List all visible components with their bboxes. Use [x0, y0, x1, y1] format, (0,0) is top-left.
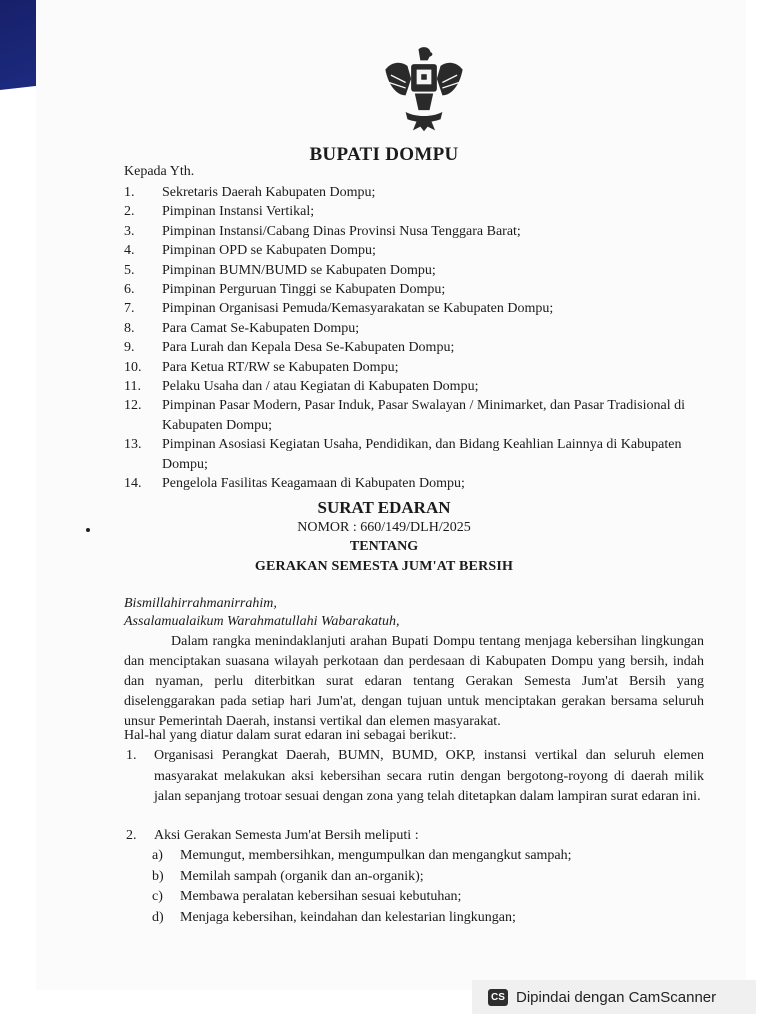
item-text: Pimpinan OPD se Kabupaten Dompu;: [162, 243, 376, 259]
list-item: [124, 241, 704, 260]
camscanner-watermark: [472, 980, 756, 1014]
sub-text: Membawa peralatan kebersihan sesuai kebutuhan;: [180, 889, 462, 904]
circular-subject: GERAKAN SEMESTA JUM'AT BERSIH: [254, 559, 514, 574]
list-item: [124, 474, 704, 493]
greeting-salam: Assalamualaikum Warahmatullahi Wabarakatuh,: [124, 614, 400, 629]
list-item: [124, 222, 704, 241]
item-text: Pimpinan Instansi/Cabang Dinas Provinsi Nusa Tenggara Barat;: [162, 223, 521, 239]
list-item: [124, 358, 704, 377]
sub-letter: d): [152, 909, 164, 925]
list-item: [124, 280, 704, 299]
list-item: [124, 183, 704, 202]
greeting-bismillah: Bismillahirrahmanirrahim,: [124, 596, 277, 611]
list-item: [124, 435, 704, 474]
sub-letter: a): [152, 848, 163, 863]
circular-about-label: TENTANG: [349, 539, 419, 554]
watermark-text: Dipindai dengan CamScanner: [516, 988, 717, 1006]
item-number: 6.: [124, 282, 135, 298]
body-paragraph: Dalam rangka menindaklanjuti arahan Bupati Dompu tentang menjaga kebersihan lingkungan dan menciptakan suasana wilayah perkotaan dan perdesaan di Kabupaten Dompu yang bersih, indah dan nyaman, perlu diterbitkan surat edaran tentang Gerakan Semesta Jum'at Bersih yang diselenggarakan pada setiap hari Jum'at, dengan tujuan untuk menciptakan gerakan bersama seluruh unsur Pemerintah Daerah, instansi vertikal dan elemen masyarakat.: [124, 634, 704, 729]
garuda-emblem-icon: [378, 42, 470, 134]
provisions-intro: Hal-hal yang diatur dalam surat edaran ini sebagai berikut:.: [124, 728, 457, 743]
list-item: [152, 908, 572, 929]
sub-letter: b): [152, 868, 164, 884]
provision-point: [126, 746, 704, 808]
item-number: 5.: [124, 262, 135, 278]
point-number: 2.: [126, 828, 137, 843]
item-text: Pimpinan Asosiasi Kegiatan Usaha, Pendidikan, dan Bidang Keahlian Lainnya di Kabupaten Dompu;: [162, 437, 682, 472]
item-text: Pengelola Fasilitas Keagamaan di Kabupaten Dompu;: [162, 476, 465, 492]
item-number: 14.: [124, 476, 142, 492]
item-text: Pimpinan BUMN/BUMD se Kabupaten Dompu;: [162, 262, 436, 278]
item-number: 9.: [124, 340, 135, 356]
item-number: 12.: [124, 398, 142, 414]
scan-speck: [86, 528, 90, 532]
camscanner-logo-icon: CS: [488, 989, 508, 1006]
list-item: [124, 261, 704, 280]
item-text: Pimpinan Perguruan Tinggi se Kabupaten Dompu;: [162, 282, 446, 298]
item-number: 10.: [124, 359, 142, 375]
sub-letter: c): [152, 889, 163, 904]
recipient-list: [124, 183, 704, 494]
point-text: Aksi Gerakan Semesta Jum'at Bersih meliputi :: [154, 828, 419, 843]
item-number: 11.: [124, 379, 141, 395]
point-number: 1.: [126, 748, 137, 763]
item-text: Pimpinan Organisasi Pemuda/Kemasyarakatan se Kabupaten Dompu;: [162, 301, 554, 317]
item-number: 4.: [124, 243, 135, 259]
list-item: [124, 319, 704, 338]
item-text: Pelaku Usaha dan / atau Kegiatan di Kabupaten Dompu;: [162, 379, 479, 395]
list-item: [124, 377, 704, 396]
list-item: [152, 887, 572, 908]
item-text: Pimpinan Pasar Modern, Pasar Induk, Pasar Swalayan / Minimarket, dan Pasar Tradisional di Kabupaten Dompu;: [162, 398, 685, 433]
sub-text: Memilah sampah (organik dan an-organik);: [180, 868, 424, 884]
item-number: 2.: [124, 204, 135, 220]
list-item: [124, 396, 704, 435]
item-text: Sekretaris Daerah Kabupaten Dompu;: [162, 185, 376, 200]
letterhead-title: BUPATI DOMPU: [309, 144, 459, 165]
circular-number: NOMOR : 660/149/DLH/2025: [297, 520, 471, 535]
recipient-salutation: Kepada Yth.: [124, 164, 195, 179]
list-item: [152, 846, 572, 867]
sub-text: Memungut, membersihkan, mengumpulkan dan mengangkut sampah;: [180, 848, 572, 863]
item-number: 3.: [124, 223, 135, 239]
sub-text: Menjaga kebersihan, keindahan dan kelestarian lingkungan;: [180, 909, 516, 925]
item-text: Para Camat Se-Kabupaten Dompu;: [162, 320, 360, 336]
item-text: Para Ketua RT/RW se Kabupaten Dompu;: [162, 359, 399, 375]
item-number: 13.: [124, 437, 142, 453]
list-item: [124, 338, 704, 357]
item-text: Para Lurah dan Kepala Desa Se-Kabupaten Dompu;: [162, 340, 455, 356]
provision-point: [126, 826, 704, 847]
point-text: Organisasi Perangkat Daerah, BUMN, BUMD, OKP, instansi vertikal dan seluruh elemen masyarakat melakukan aksi kebersihan secara rutin dengan bergotong-royong di daerah milik jalan sepanjang trotoar sesuai dengan zona yang telah ditetapkan dalam lampiran surat edaran ini.: [154, 748, 704, 804]
list-item: [124, 299, 704, 318]
list-item: [124, 202, 704, 221]
item-text: Pimpinan Instansi Vertikal;: [162, 204, 315, 220]
item-number: 7.: [124, 301, 135, 317]
action-sublist: [152, 846, 572, 928]
item-number: 8.: [124, 320, 135, 336]
item-number: 1.: [124, 185, 135, 200]
list-item: [152, 867, 572, 888]
circular-title: SURAT EDARAN: [317, 498, 451, 517]
